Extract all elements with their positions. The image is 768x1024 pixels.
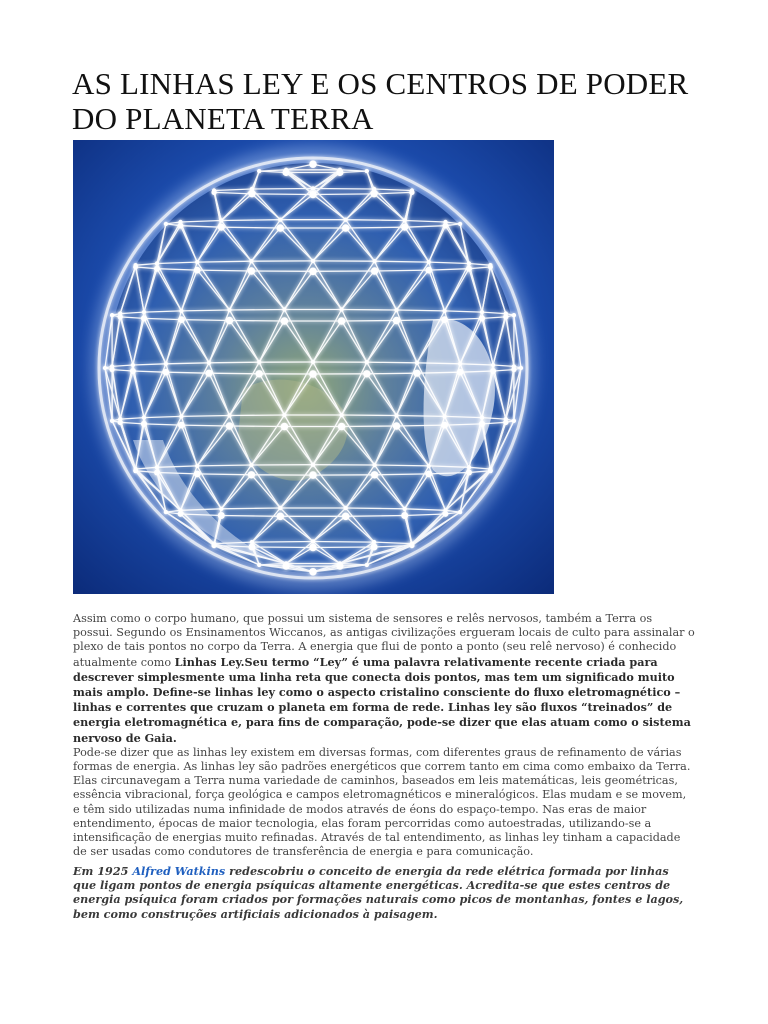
- grid-node: [480, 415, 484, 419]
- grid-node: [410, 541, 414, 545]
- grid-node: [504, 311, 508, 315]
- grid-node: [344, 506, 348, 510]
- grid-line: [346, 508, 405, 509]
- grid-node: [194, 471, 201, 478]
- grid-line: [346, 516, 405, 517]
- grid-node: [110, 313, 114, 317]
- grid-node: [442, 309, 446, 313]
- grid-node: [512, 364, 516, 368]
- grid-node: [211, 190, 216, 195]
- grid-node: [103, 366, 107, 370]
- grid-line: [221, 516, 280, 517]
- grid-node: [195, 464, 199, 468]
- grid-node: [401, 512, 408, 519]
- grid-node: [164, 362, 168, 366]
- grid-node: [504, 417, 508, 421]
- grid-line: [346, 227, 405, 228]
- grid-node: [257, 169, 261, 173]
- paragraph-1-intro: Assim como o corpo humano, que possui um sistema de sensores e relês nervosos, também a Terra os possui. Segundo os Ensinamentos Wiccanos, as antigas civilizações ergueram locais de culto para assinalar o plexo de tais pontos no corpo da Terra. A energia que flui de ponto a ponto (seu relê nervoso) é conhecido atualmente como: [73, 612, 695, 669]
- grid-line: [375, 465, 429, 466]
- grid-node: [441, 316, 448, 323]
- grid-line: [346, 220, 405, 221]
- grid-node: [467, 465, 471, 469]
- grid-node: [178, 422, 185, 429]
- grid-node: [488, 467, 492, 471]
- grid-line: [181, 320, 229, 321]
- grid-node: [178, 316, 185, 323]
- grid-node: [282, 413, 286, 417]
- grid-node: [413, 370, 420, 377]
- grid-node: [394, 413, 398, 417]
- grid-node: [338, 423, 346, 431]
- grid-node: [141, 315, 147, 321]
- grid-line: [209, 373, 259, 374]
- grid-node: [281, 317, 289, 325]
- grid-line: [181, 416, 229, 417]
- grid-node: [519, 366, 523, 370]
- grid-node: [205, 370, 212, 377]
- grid-node: [278, 218, 282, 222]
- grid-node: [338, 561, 342, 565]
- grid-node: [458, 510, 462, 514]
- grid-node: [365, 169, 369, 173]
- grid-node: [164, 510, 168, 514]
- grid-node: [371, 267, 378, 274]
- grid-node: [338, 168, 342, 172]
- grid-line: [252, 542, 313, 543]
- grid-node: [142, 415, 146, 419]
- grid-node: [410, 188, 414, 192]
- grid-line: [367, 362, 417, 363]
- grid-line: [221, 508, 280, 509]
- grid-line: [342, 415, 397, 416]
- grid-node: [342, 224, 350, 232]
- grid-node: [372, 463, 376, 467]
- grid-node: [309, 370, 317, 378]
- grid-node: [365, 563, 369, 567]
- grid-node: [278, 506, 282, 510]
- grid-node: [178, 511, 184, 517]
- grid-node: [281, 423, 289, 431]
- grid-node: [371, 190, 378, 197]
- grid-node: [372, 540, 376, 544]
- grid-node: [427, 464, 431, 468]
- grid-node: [218, 512, 225, 519]
- grid-node: [179, 414, 183, 418]
- grid-node: [442, 414, 446, 418]
- grid-node: [195, 260, 199, 264]
- grid-node: [458, 362, 462, 366]
- grid-node: [219, 507, 223, 511]
- grid-node: [488, 263, 492, 267]
- grid-node: [491, 363, 495, 367]
- grid-line: [197, 261, 251, 262]
- grid-node: [277, 513, 285, 521]
- grid-node: [178, 223, 184, 229]
- grid-node: [142, 310, 146, 314]
- grid-line: [375, 270, 429, 271]
- grid-node: [226, 317, 233, 324]
- grid-node: [155, 261, 159, 265]
- grid-node: [403, 218, 407, 222]
- grid-line: [375, 261, 429, 262]
- grid-node: [311, 360, 315, 364]
- earth-grid-image: [73, 140, 554, 594]
- grid-node: [155, 465, 159, 469]
- grid-node: [309, 160, 317, 168]
- grid-node: [466, 266, 472, 272]
- grid-node: [339, 307, 343, 311]
- grid-node: [394, 308, 398, 312]
- grid-node: [309, 544, 317, 552]
- grid-line: [313, 542, 374, 543]
- grid-node: [218, 224, 225, 231]
- grid-node: [443, 220, 447, 224]
- grid-node: [227, 413, 231, 417]
- grid-node: [141, 421, 147, 427]
- grid-line: [230, 415, 285, 416]
- grid-line: [397, 320, 445, 321]
- grid-node: [248, 190, 255, 197]
- grid-node: [311, 463, 315, 467]
- grid-node: [371, 544, 378, 551]
- grid-node: [219, 218, 223, 222]
- grid-node: [211, 543, 216, 548]
- grid-node: [344, 218, 348, 222]
- quote-suffix: redescobriu o conceito de energia da rede elétrica formada por linhas que ligam pontos de energia psíquicas altamente energéticas. Acredita-se que estes centros de energia psíquica foram criados por formações naturais como picos de montanhas, fontes e lagos, bem como construções artificiais adicionados à paisagem.: [73, 864, 684, 921]
- grid-node: [248, 471, 255, 478]
- grid-node: [342, 513, 350, 521]
- grid-node: [363, 370, 370, 377]
- grid-node: [441, 422, 448, 429]
- grid-line: [313, 189, 374, 190]
- grid-node: [309, 268, 317, 276]
- grid-node: [311, 259, 315, 263]
- grid-node: [443, 508, 447, 512]
- grid-node: [283, 563, 290, 570]
- alfred-watkins-link[interactable]: Alfred Watkins: [132, 864, 226, 878]
- grid-line: [252, 194, 313, 195]
- grid-node: [118, 314, 123, 319]
- grid-node: [283, 169, 290, 176]
- grid-node: [457, 369, 464, 376]
- grid-node: [311, 186, 315, 190]
- grid-node: [311, 539, 315, 543]
- grid-line: [221, 220, 280, 221]
- grid-node: [163, 369, 170, 376]
- grid-node: [338, 317, 346, 325]
- grid-node: [427, 260, 431, 264]
- grid-line: [197, 465, 251, 466]
- grid-node: [372, 259, 376, 263]
- grid-line: [313, 194, 374, 195]
- grid-node: [403, 507, 407, 511]
- grid-line: [230, 321, 285, 322]
- grid-line: [397, 416, 445, 417]
- grid-line: [209, 362, 259, 363]
- grid-node: [490, 368, 496, 374]
- watkins-quote: [73, 864, 695, 921]
- grid-node: [249, 259, 253, 263]
- grid-node: [372, 187, 376, 191]
- grid-line: [230, 310, 285, 311]
- grid-node: [118, 420, 123, 425]
- grid-node: [479, 421, 485, 427]
- grid-line: [197, 474, 251, 475]
- grid-node: [309, 191, 317, 199]
- grid-node: [401, 224, 408, 231]
- grid-node: [309, 471, 317, 479]
- quote-prefix: Em 1925: [73, 864, 129, 878]
- grid-node: [179, 309, 183, 313]
- grid-node: [154, 266, 160, 272]
- grid-node: [466, 470, 472, 476]
- paragraph-1-bold: Linhas Ley.Seu termo “Ley” é uma palavra relativamente recente criada para descrever simplesmente uma linha reta que conecta dois pontos, mas tem um significado muito mais amplo. Define-se linhas ley como o aspecto cristalino consciente do fluxo eletromagnético – linhas e correntes que cruzam o planeta em forma de rede. Linhas ley são fluxos “treinados” de energia eletromagnética e, para fins de comparação, pode-se dizer que elas atuam como o sistema nervoso de Gaia.: [73, 654, 691, 745]
- grid-node: [393, 317, 400, 324]
- grid-node: [164, 222, 168, 226]
- grid-line: [221, 227, 280, 228]
- grid-node: [110, 419, 114, 423]
- grid-node: [282, 307, 286, 311]
- grid-node: [467, 261, 471, 265]
- grid-node: [131, 363, 135, 367]
- grid-node: [415, 361, 419, 365]
- grid-line: [397, 310, 445, 311]
- grid-node: [249, 463, 253, 467]
- grid-node: [458, 222, 462, 226]
- grid-node: [479, 315, 485, 321]
- grid-line: [367, 373, 417, 374]
- grid-line: [342, 321, 397, 322]
- grid-node: [480, 310, 484, 314]
- grid-node: [512, 419, 516, 423]
- grid-node: [248, 267, 255, 274]
- paragraph-1: [73, 612, 695, 746]
- grid-node: [339, 413, 343, 417]
- grid-node: [257, 360, 261, 364]
- grid-node: [154, 470, 160, 476]
- grid-node: [110, 367, 115, 372]
- grid-node: [512, 313, 516, 317]
- grid-line: [342, 310, 397, 311]
- grid-line: [375, 474, 429, 475]
- article-title: AS LINHAS LEY E OS CENTROS DE PODER DO PLANETA TERRA: [72, 66, 689, 136]
- globe-illustration: [73, 140, 554, 594]
- grid-line: [181, 310, 229, 311]
- grid-node: [371, 471, 378, 478]
- grid-node: [277, 224, 285, 232]
- grid-node: [425, 471, 432, 478]
- grid-node: [257, 563, 261, 567]
- grid-node: [133, 468, 138, 473]
- grid-node: [227, 308, 231, 312]
- grid-node: [309, 568, 317, 576]
- grid-node: [226, 422, 233, 429]
- grid-node: [194, 267, 201, 274]
- grid-node: [248, 544, 255, 551]
- article-body: [73, 612, 695, 859]
- paragraph-2: Pode-se dizer que as linhas ley existem em diversas formas, com diferentes graus de refinamento de várias formas de energia. As linhas ley são padrões energéticos que correm tanto em cima como embaixo da Terra. Elas circunavegam a Terra numa variedade de caminhos, baseados em leis matemáticas, leis geométricas, essência vibracional, força geológica e campos eletromagnéticos e mineralógicos. Elas mudam e se movem, e têm sido utilizadas numa infinidade de modos através de éons do espaço-tempo. Nas eras de maior entendimento, épocas de maior tecnologia, elas foram percorridas como autoestradas, utilizando-se a intensificação de energias muito refinadas. Através de tal entendimento, as linhas ley tinham a capacidade de ser usadas como condutores de transferência de energia e para comunicação.: [73, 745, 691, 859]
- grid-line: [197, 270, 251, 271]
- grid-node: [365, 360, 369, 364]
- grid-node: [425, 267, 432, 274]
- grid-node: [256, 370, 263, 377]
- grid-node: [130, 368, 136, 374]
- grid-line: [252, 189, 313, 190]
- grid-node: [393, 422, 400, 429]
- grid-node: [207, 361, 211, 365]
- grid-node: [133, 265, 138, 270]
